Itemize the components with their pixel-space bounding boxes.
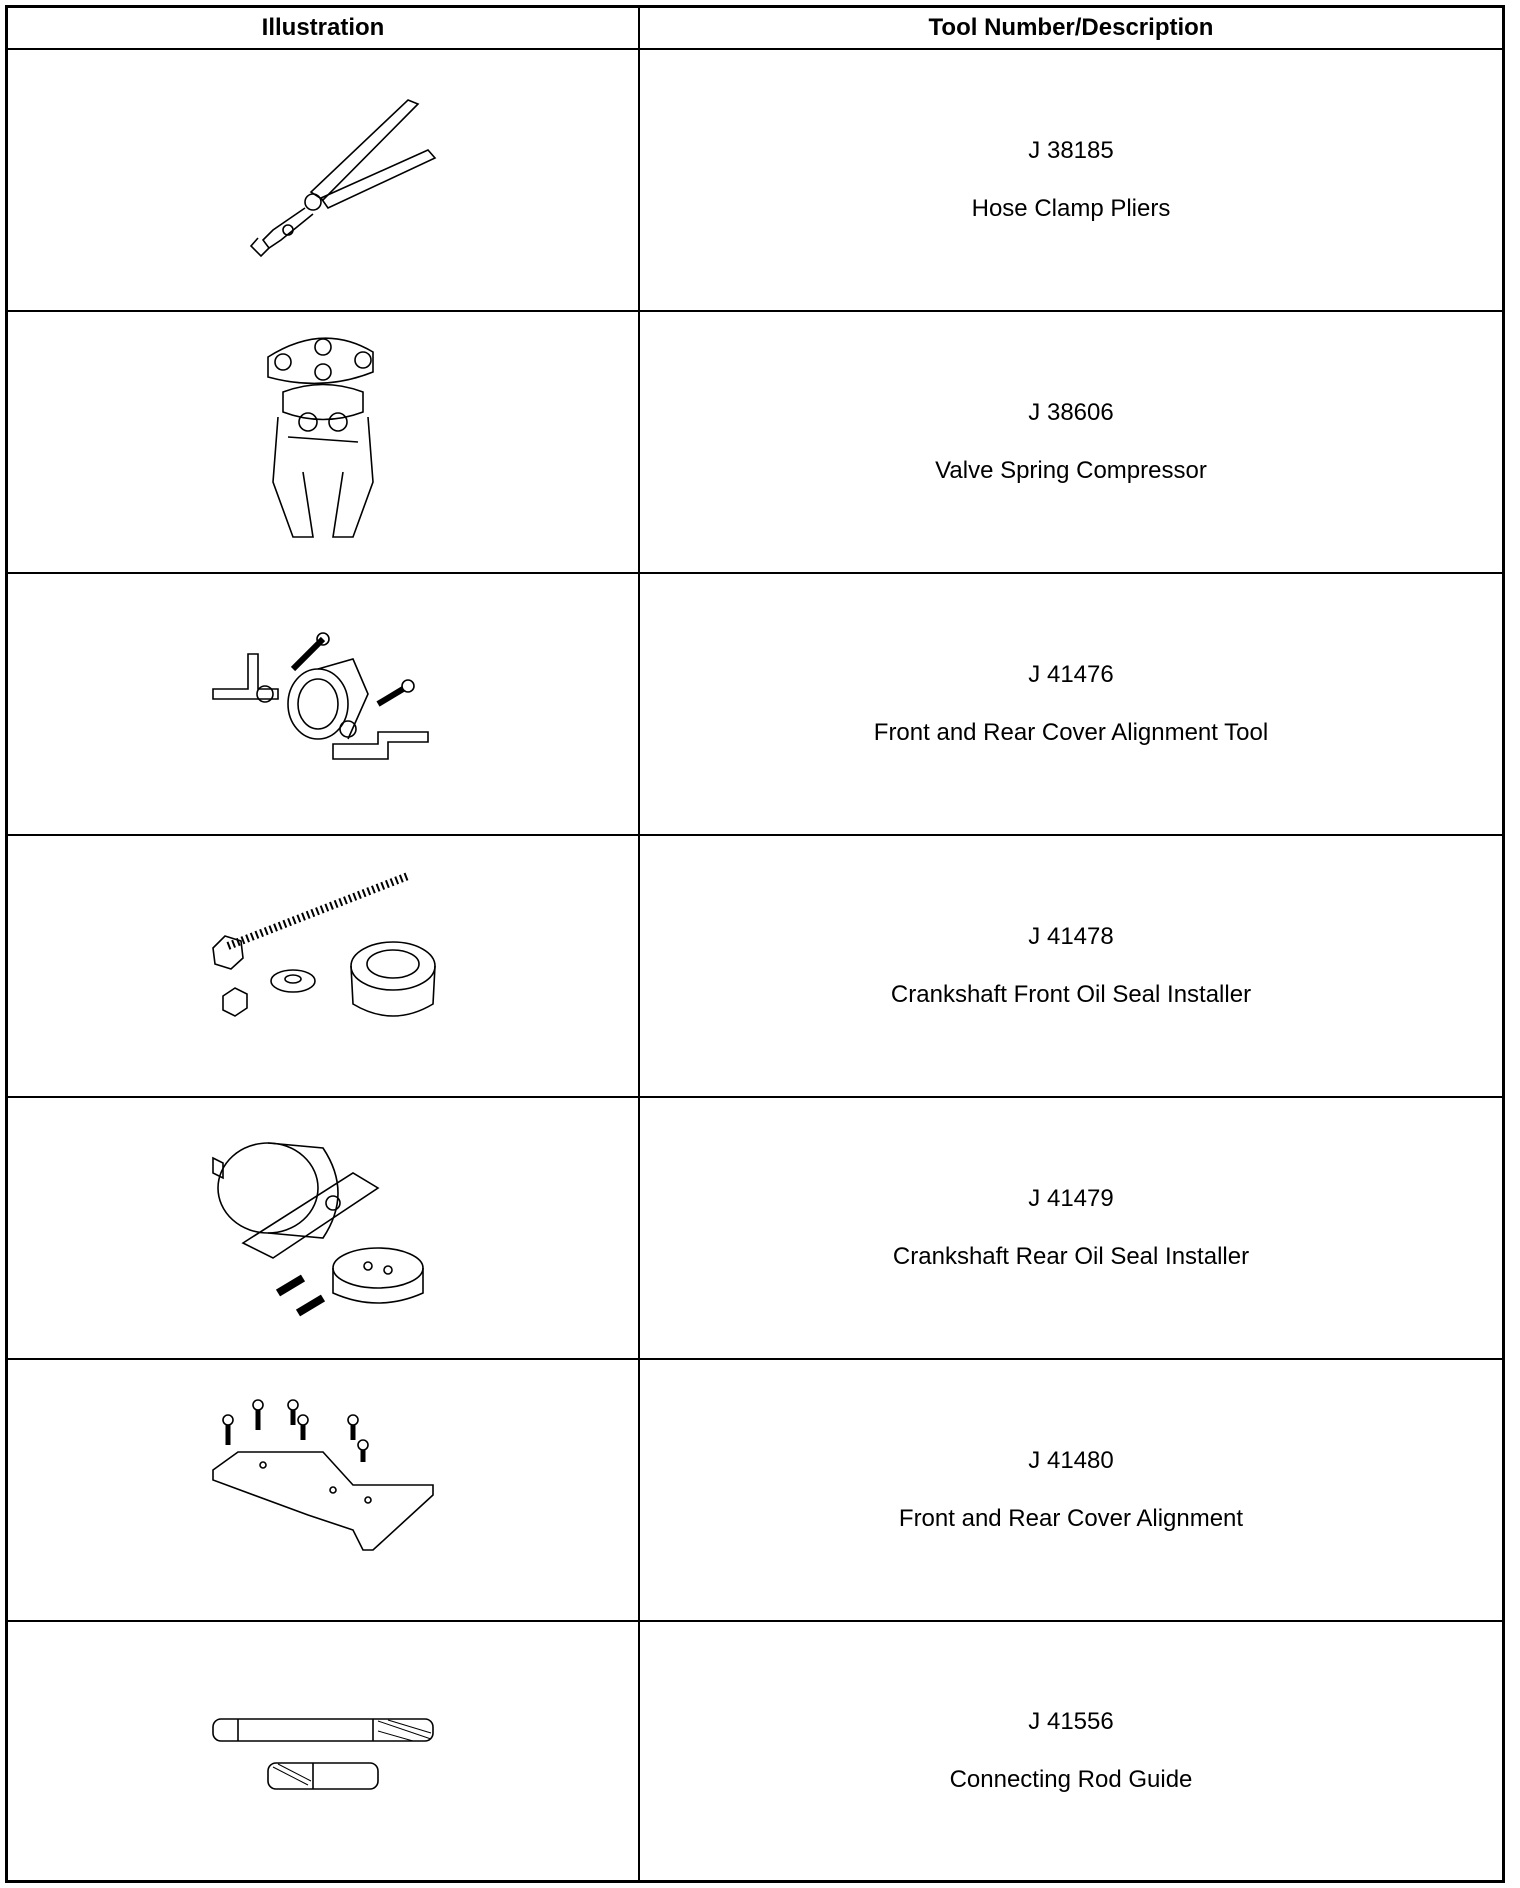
table-row xyxy=(8,1098,1502,1360)
tool-description: Front and Rear Cover Alignment Tool xyxy=(873,719,1269,746)
illustration-column-header: Illustration xyxy=(261,14,385,41)
hose-clamp-pliers-icon xyxy=(8,50,638,310)
tool-description: Crankshaft Rear Oil Seal Installer xyxy=(892,1243,1250,1270)
table-row xyxy=(8,312,1502,574)
table-header xyxy=(8,8,1502,50)
tool-number: J 41478 xyxy=(1028,923,1114,950)
table-row xyxy=(8,50,1502,312)
tool-cell xyxy=(640,50,1502,310)
tool-cell xyxy=(640,1360,1502,1620)
tool-cell xyxy=(640,836,1502,1096)
table-row xyxy=(8,1360,1502,1622)
cover-alignment-tool-icon xyxy=(8,574,638,834)
special-tools-table xyxy=(5,5,1505,1883)
tool-cell xyxy=(640,1622,1502,1880)
tool-number: J 38606 xyxy=(1028,399,1114,426)
table-row xyxy=(8,574,1502,836)
connecting-rod-guide-icon xyxy=(8,1622,638,1880)
tool-number: J 41476 xyxy=(1028,661,1114,688)
tool-description: Crankshaft Front Oil Seal Installer xyxy=(890,981,1252,1008)
rear-oil-seal-installer-icon xyxy=(8,1098,638,1358)
cover-alignment-plate-icon xyxy=(8,1360,638,1620)
tool-number: J 41556 xyxy=(1028,1708,1114,1735)
tool-column-header: Tool Number/Description xyxy=(928,14,1214,41)
tool-description: Hose Clamp Pliers xyxy=(971,195,1171,222)
tool-cell xyxy=(640,1098,1502,1358)
tool-number: J 41480 xyxy=(1028,1447,1114,1474)
tool-number: J 38185 xyxy=(1028,137,1114,164)
tool-number: J 41479 xyxy=(1028,1185,1114,1212)
valve-spring-compressor-icon xyxy=(8,312,638,572)
tool-description: Valve Spring Compressor xyxy=(935,457,1207,484)
tool-description: Connecting Rod Guide xyxy=(949,1766,1193,1793)
front-oil-seal-installer-icon xyxy=(8,836,638,1096)
tool-cell xyxy=(640,574,1502,834)
table-row xyxy=(8,1622,1502,1880)
tool-cell xyxy=(640,312,1502,572)
tool-description: Front and Rear Cover Alignment xyxy=(898,1505,1244,1532)
table-row xyxy=(8,836,1502,1098)
